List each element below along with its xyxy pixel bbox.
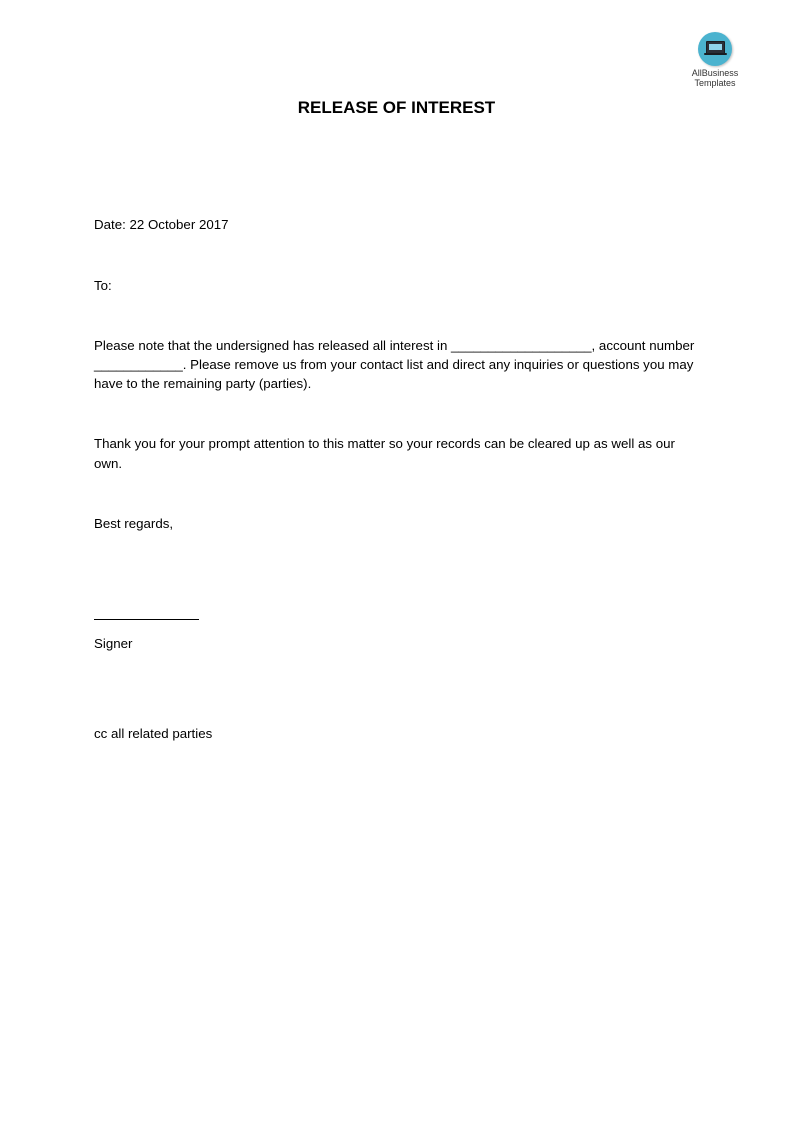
logo-text [680, 68, 750, 88]
laptop-icon [698, 32, 732, 66]
document-title: RELEASE OF INTEREST [297, 98, 496, 117]
logo-line-2: Templates [694, 78, 736, 88]
signer-label: Signer [94, 636, 133, 651]
cc-line: cc all related parties [94, 726, 213, 741]
signature-line [94, 619, 199, 620]
paragraph-1-line-2: ____________. Please remove us from your contact list and direct any inquiries or questions you may [94, 357, 694, 372]
paragraph-1-line-1: Please note that the undersigned has released all interest in ___________________, account number [94, 338, 695, 353]
logo-line-1: AllBusiness [691, 68, 739, 78]
paragraph-1-line-3: have to the remaining party (parties). [94, 376, 312, 391]
brand-logo [680, 32, 750, 88]
paragraph-2-line-2: own. [94, 456, 123, 471]
date-line: Date: 22 October 2017 [94, 217, 229, 232]
recipient-line: To: [94, 278, 112, 293]
closing-text: Best regards, [94, 516, 174, 531]
paragraph-2-line-1: Thank you for your prompt attention to this matter so your records can be cleared up as well as our [94, 436, 675, 451]
